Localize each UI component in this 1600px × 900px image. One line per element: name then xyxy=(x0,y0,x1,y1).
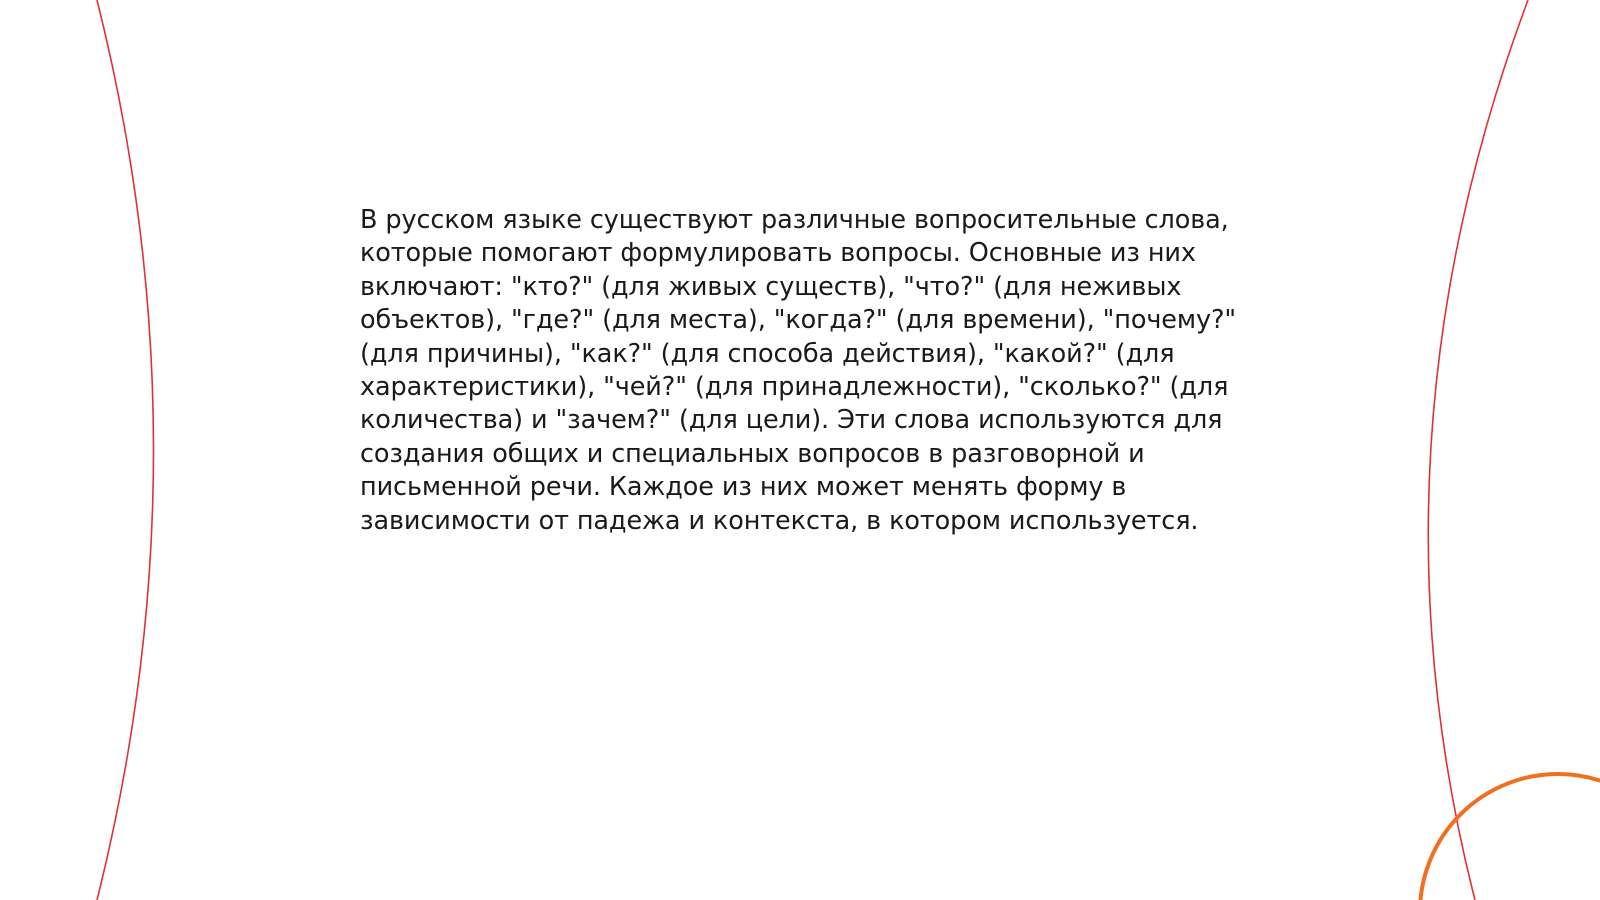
left-arc-line xyxy=(97,0,154,900)
right-arc-line xyxy=(1428,0,1528,900)
orange-circle-outline xyxy=(1420,774,1600,900)
main-paragraph: В русском языке существуют различные вопросительные слова, которые помогают формулировать вопросы. Основные из них включают: "кто?" (для живых существ), "что?" (для неживых объектов), "где?" (для места), "когда?" (для времени), "почему?" (для причины), "как?" (для способа действия), "какой?" (для характеристики), "чей?" (для принадлежности), "сколько?" (для количества) и "зачем?" (для цели). Эти слова используются для создания общих и специальных вопросов в разговорной и письменной речи. Каждое из них может менять форму в зависимости от падежа и контекста, в котором используется. xyxy=(360,205,1237,536)
